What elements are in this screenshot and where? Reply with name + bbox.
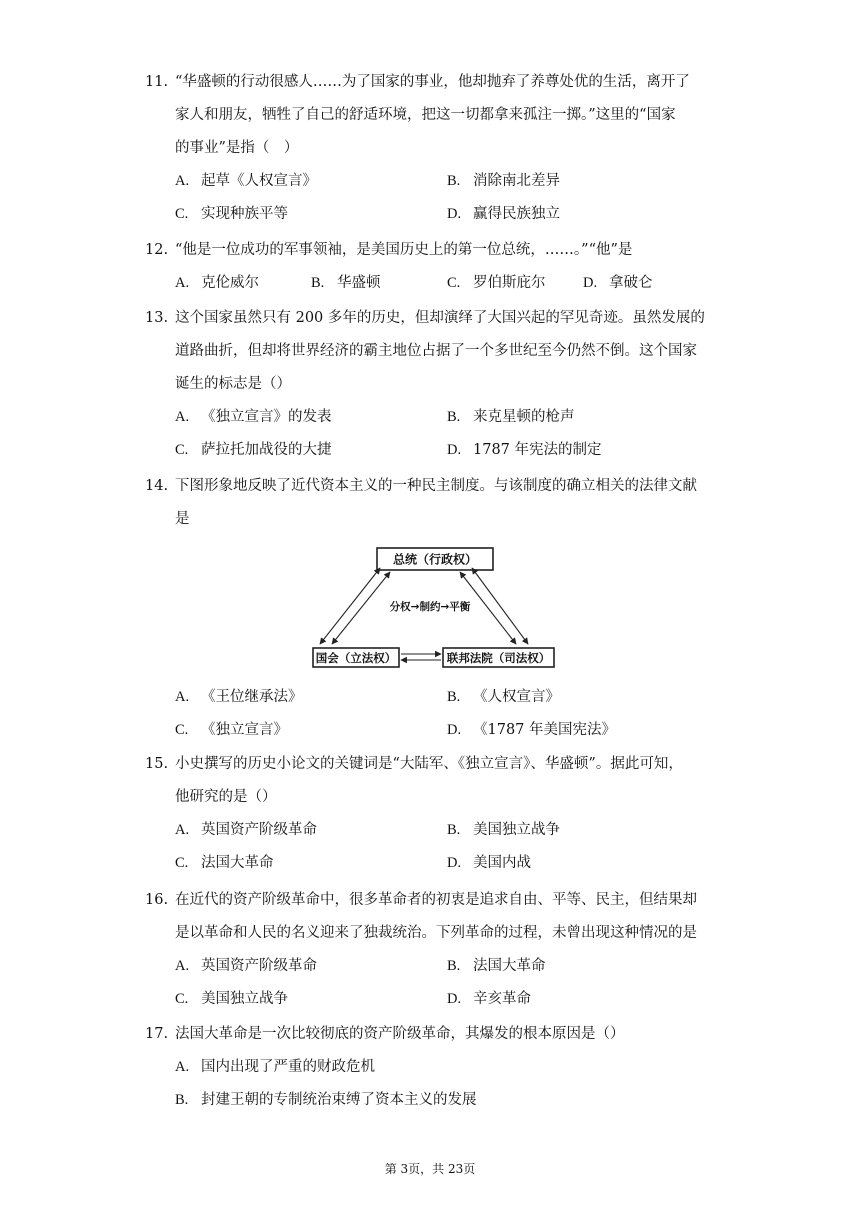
arrow-president-congress-inner [332, 572, 390, 644]
question-number: 17. [145, 1026, 169, 1042]
arrow-president-court-inner [472, 568, 528, 644]
question-17 [145, 1018, 725, 1117]
question-text: 道路曲折，但却将世界经济的霸主地位占据了一个多世纪至今仍然不倒。这个国家 [175, 343, 697, 359]
question-13 [145, 302, 725, 467]
question-15 [145, 748, 725, 880]
question-number: 14. [145, 478, 169, 494]
option-c[interactable]: C. 《独立宣言》 [175, 722, 288, 738]
question-text: 是以革命和人民的名义迎来了独裁统治。下列革命的过程，未曾出现这种情况的是 [175, 925, 697, 941]
question-text: 小史撰写的历史小论文的关键词是“大陆军、《独立宣言》、华盛顿”。据此可知， [175, 756, 683, 772]
question-text: 诞生的标志是（） [175, 376, 291, 392]
option-b[interactable]: B. 法国大革命 [447, 958, 546, 974]
option-c[interactable]: C. 实现种族平等 [175, 206, 288, 222]
question-14-options [145, 681, 725, 747]
option-b[interactable]: B. 华盛顿 [311, 275, 381, 291]
court-label: 联邦法院（司法权） [446, 651, 551, 665]
option-a[interactable]: A. 国内出现了严重的财政危机 [175, 1059, 375, 1075]
question-text: “华盛顿的行动很感人……为了国家的事业，他却抛弃了养尊处优的生活，离开了 [175, 74, 690, 90]
option-a[interactable]: A. 《独立宣言》的发表 [175, 409, 332, 425]
separation-of-powers-diagram [300, 540, 570, 675]
option-c[interactable]: C. 罗伯斯庇尔 [447, 275, 546, 291]
option-c[interactable]: C. 萨拉托加战役的大捷 [175, 442, 332, 458]
question-number: 11. [145, 74, 169, 90]
question-16 [145, 884, 725, 1016]
option-b[interactable]: B. 《人权宣言》 [447, 689, 560, 705]
question-text: 的事业”是指（ ） [175, 140, 299, 156]
option-a[interactable]: A. 英国资产阶级革命 [175, 958, 317, 974]
question-text: 家人和朋友，牺牲了自己的舒适环境，把这一切都拿来孤注一掷。”这里的“国家 [175, 107, 676, 123]
question-11 [145, 66, 725, 231]
question-text: 下图形象地反映了近代资本主义的一种民主制度。与该制度的确立相关的法律文献 [175, 478, 697, 494]
center-label: 分权→制约→平衡 [389, 601, 471, 613]
option-d[interactable]: D. 1787 年宪法的制定 [447, 442, 602, 458]
option-d[interactable]: D. 拿破仑 [583, 275, 653, 291]
question-number: 15. [145, 756, 169, 772]
option-d[interactable]: D. 赢得民族独立 [447, 206, 560, 222]
option-d[interactable]: D. 美国内战 [447, 855, 531, 871]
question-text: “他是一位成功的军事领袖，是美国历史上的第一位总统，……。”“他”是 [175, 242, 633, 258]
question-number: 12. [145, 242, 169, 258]
option-d[interactable]: D. 辛亥革命 [447, 991, 531, 1007]
arrow-president-congress [320, 568, 380, 644]
option-a[interactable]: A. 《王位继承法》 [175, 689, 303, 705]
option-c[interactable]: C. 法国大革命 [175, 855, 274, 871]
question-number: 16. [145, 892, 169, 908]
question-12 [145, 234, 725, 300]
congress-label: 国会（立法权） [315, 651, 397, 665]
option-a[interactable]: A. 克伦威尔 [175, 275, 259, 291]
option-c[interactable]: C. 美国独立战争 [175, 991, 288, 1007]
question-text: 在近代的资产阶级革命中，很多革命者的初衷是追求自由、平等、民主，但结果却 [175, 892, 697, 908]
question-text: 是 [175, 511, 190, 527]
question-text: 法国大革命是一次比较彻底的资产阶级革命，其爆发的根本原因是（） [175, 1026, 625, 1042]
page-footer: 第 3页，共 23页 [384, 1162, 476, 1176]
question-14 [145, 470, 725, 536]
question-text: 他研究的是（） [175, 789, 277, 805]
option-b[interactable]: B. 消除南北差异 [447, 173, 560, 189]
option-b[interactable]: B. 封建王朝的专制统治束缚了资本主义的发展 [175, 1092, 477, 1108]
option-b[interactable]: B. 来克星顿的枪声 [447, 409, 575, 425]
president-label: 总统（行政权） [392, 552, 478, 567]
option-d[interactable]: D. 《1787 年美国宪法》 [447, 722, 617, 738]
question-number: 13. [145, 310, 169, 326]
option-a[interactable]: A. 英国资产阶级革命 [175, 822, 317, 838]
option-a[interactable]: A. 起草《人权宣言》 [175, 173, 317, 189]
question-text: 这个国家虽然只有 200 多年的历史，但却演绎了大国兴起的罕见奇迹。虽然发展的 [175, 310, 705, 326]
option-b[interactable]: B. 美国独立战争 [447, 822, 560, 838]
